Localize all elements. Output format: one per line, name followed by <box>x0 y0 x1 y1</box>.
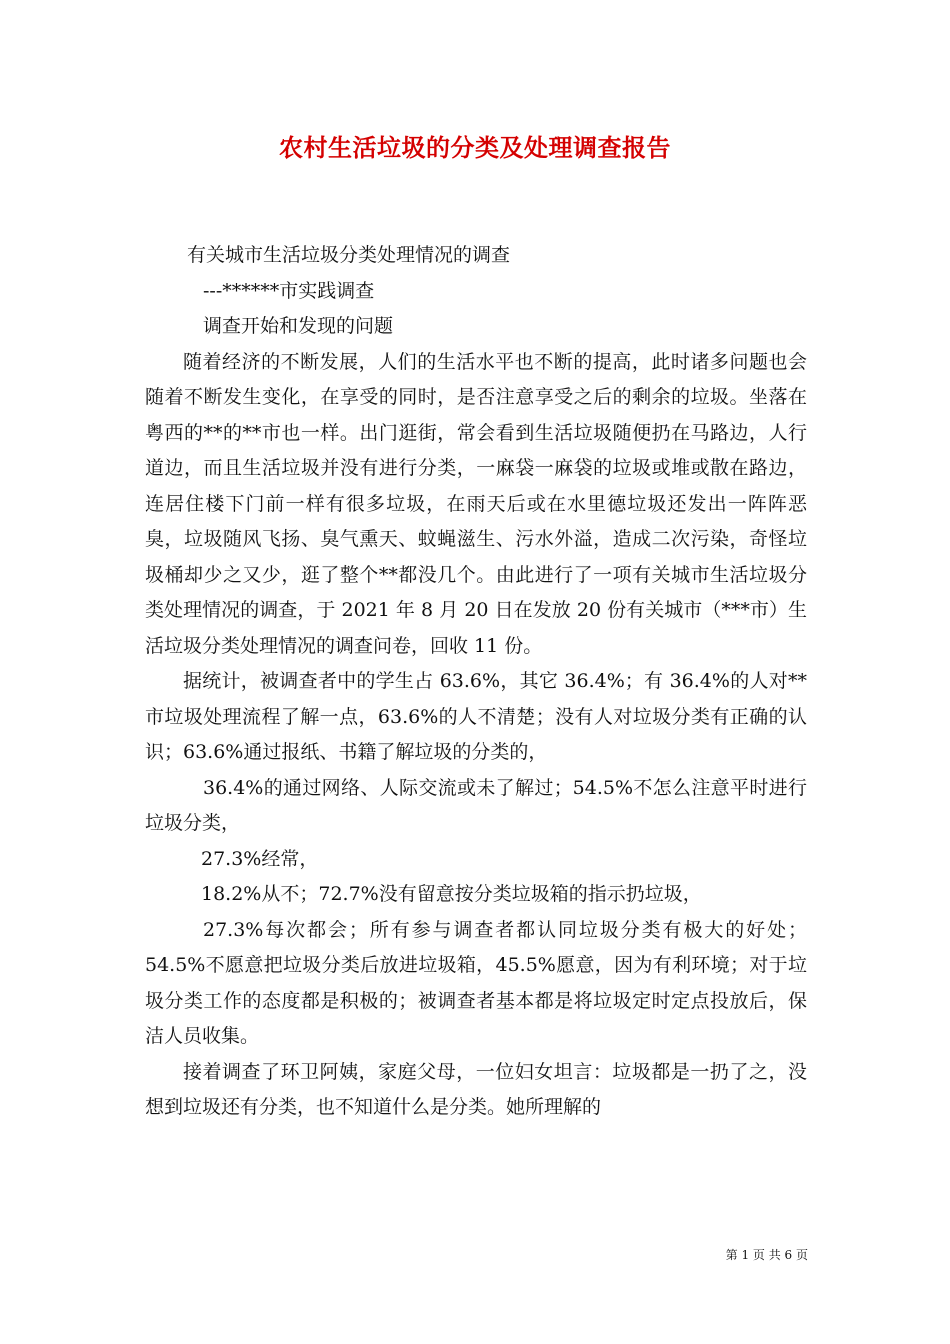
paragraph-stat-often: 27.3%经常， <box>201 847 319 870</box>
document-title: 农村生活垃圾的分类及处理调查报告 <box>279 133 671 162</box>
paragraph-background: 随着经济的不断发展，人们的生活水平也不断的提高，此时诸多问题也会随着不断发生变化，在享受的同时，是否注意享受之后的剩余的垃圾。坐落在粤西的**的**市也一样。出门逛街，常会看到生活垃圾随便扔在马路边，人行道边，而且生活垃圾并没有进行分类，一麻袋一麻袋的垃圾或堆或散在路边，连居住楼下门前一样有很多垃圾，在雨天后或在水里德垃圾还发出一阵阵恶臭，垃圾随风飞扬、臭气熏天、蚊蝇滋生、污水外溢，造成二次污染，奇怪垃圾桶却少之又少，逛了整个**都没几个。由此进行了一项有关城市生活垃圾分类处理情况的调查，于 2021 年 8 月 20 日在发放 20 份有关城市（***市）生活垃圾分类处理情况的调查问卷，回收 11 份。 <box>145 350 807 657</box>
section-subheading-practice: ---******市实践调查 <box>203 279 375 302</box>
paragraph-interviews: 接着调查了环卫阿姨，家庭父母，一位妇女坦言：垃圾都是一扔了之，没想到垃圾还有分类，也不知道什么是分类。她所理解的 <box>145 1060 807 1118</box>
paragraph-stat-never: 18.2%从不；72.7%没有留意按分类垃圾箱的指示扔垃圾， <box>201 883 702 905</box>
section-heading-survey: 有关城市生活垃圾分类处理情况的调查 <box>187 244 511 266</box>
page-number: 第 1 页 共 6 页 <box>725 1248 808 1262</box>
paragraph-statistics: 据统计，被调查者中的学生占 63.6%，其它 36.4%；有 36.4%的人对**市垃圾处理流程了解一点，63.6%的人不清楚；没有人对垃圾分类有正确的认识；63.6%通过报纸、书籍了解垃圾的分类的， <box>145 670 807 763</box>
paragraph-stat-network: 36.4%的通过网络、人际交流或未了解过；54.5%不怎么注意平时进行垃圾分类， <box>145 776 807 834</box>
section-heading-problems: 调查开始和发现的问题 <box>203 315 394 337</box>
paragraph-stat-always: 27.3%每次都会；所有参与调查者都认同垃圾分类有极大的好处；54.5%不愿意把垃圾分类后放进垃圾箱，45.5%愿意，因为有利环境；对于垃圾分类工作的态度都是积极的；被调查者基本都是将垃圾定时定点投放后，保洁人员收集。 <box>145 918 807 1047</box>
document-body <box>145 238 807 1126</box>
